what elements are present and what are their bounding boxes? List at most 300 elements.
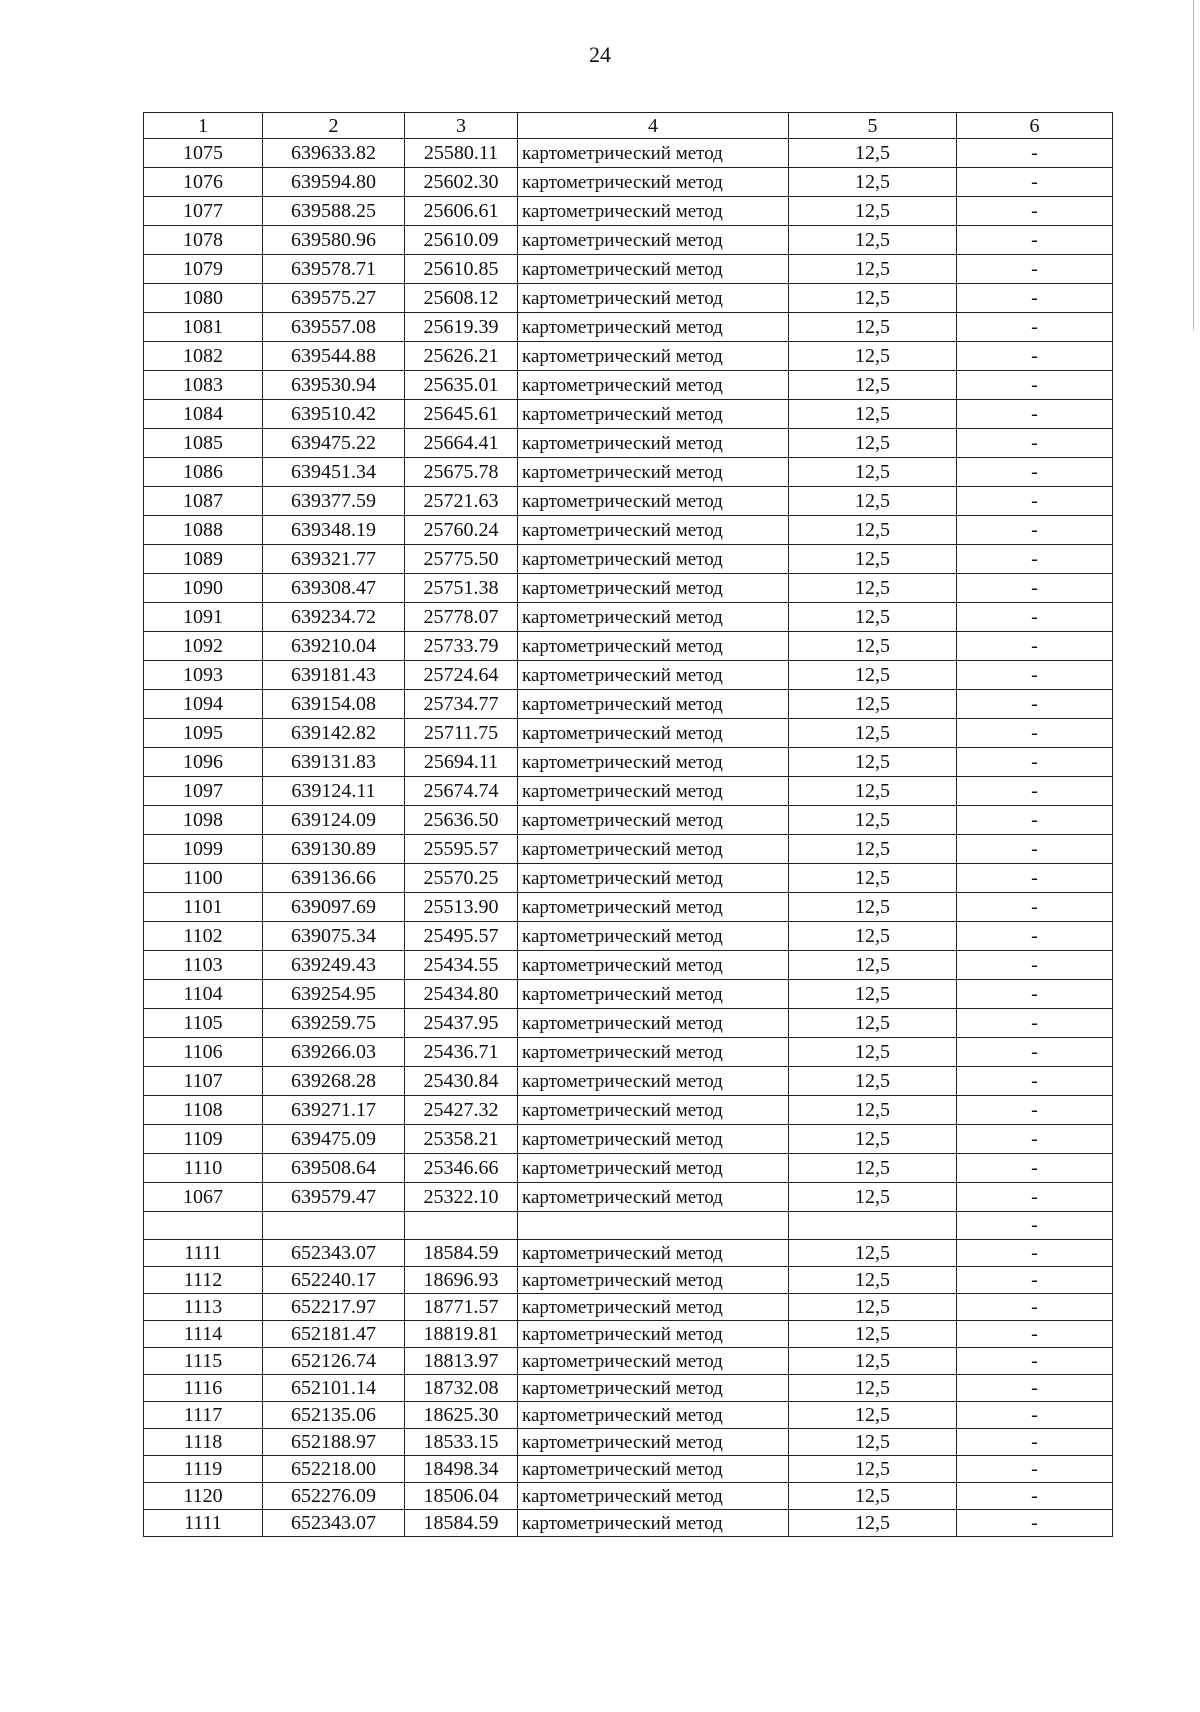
method-cell: картометрический метод xyxy=(518,951,789,980)
table-row xyxy=(144,1510,1113,1537)
accuracy-cell: 12,5 xyxy=(789,1154,957,1183)
y-coordinate-cell: 18498.34 xyxy=(405,1456,518,1483)
header-cell-point-number: 1 xyxy=(144,113,263,139)
y-coordinate-cell: 25437.95 xyxy=(405,1009,518,1038)
method-cell: картометрический метод xyxy=(518,1096,789,1125)
accuracy-cell: 12,5 xyxy=(789,893,957,922)
point-number-cell: 1082 xyxy=(144,342,263,371)
table-row xyxy=(144,139,1113,168)
table-row xyxy=(144,400,1113,429)
x-coordinate-cell: 639142.82 xyxy=(263,719,405,748)
point-number-cell: 1100 xyxy=(144,864,263,893)
coordinates-table xyxy=(143,112,1113,1537)
method-cell: картометрический метод xyxy=(518,168,789,197)
accuracy-cell: 12,5 xyxy=(789,342,957,371)
description-cell: - xyxy=(957,1154,1113,1183)
y-coordinate-cell: 25635.01 xyxy=(405,371,518,400)
description-cell: - xyxy=(957,139,1113,168)
y-coordinate-cell: 18584.59 xyxy=(405,1240,518,1267)
description-cell: - xyxy=(957,1240,1113,1267)
x-coordinate-cell: 639348.19 xyxy=(263,516,405,545)
point-number-cell: 1107 xyxy=(144,1067,263,1096)
y-coordinate-cell: 25608.12 xyxy=(405,284,518,313)
accuracy-cell: 12,5 xyxy=(789,1067,957,1096)
accuracy-cell: 12,5 xyxy=(789,1429,957,1456)
x-coordinate-cell: 639557.08 xyxy=(263,313,405,342)
x-coordinate-cell: 652343.07 xyxy=(263,1240,405,1267)
table-row xyxy=(144,777,1113,806)
accuracy-cell: 12,5 xyxy=(789,429,957,458)
point-number-cell: 1116 xyxy=(144,1375,263,1402)
table-row xyxy=(144,313,1113,342)
method-cell: картометрический метод xyxy=(518,980,789,1009)
header-cell-x: 2 xyxy=(263,113,405,139)
method-cell: картометрический метод xyxy=(518,1375,789,1402)
x-coordinate-cell: 652188.97 xyxy=(263,1429,405,1456)
description-cell: - xyxy=(957,806,1113,835)
table-row xyxy=(144,1009,1113,1038)
x-coordinate-cell: 639131.83 xyxy=(263,748,405,777)
description-cell: - xyxy=(957,400,1113,429)
description-cell: - xyxy=(957,1267,1113,1294)
description-cell: - xyxy=(957,1125,1113,1154)
point-number-cell: 1105 xyxy=(144,1009,263,1038)
x-coordinate-cell: 639588.25 xyxy=(263,197,405,226)
table-row xyxy=(144,603,1113,632)
table-row xyxy=(144,1183,1113,1212)
description-cell: - xyxy=(957,1212,1113,1240)
x-coordinate-cell: 639259.75 xyxy=(263,1009,405,1038)
method-cell: картометрический метод xyxy=(518,1294,789,1321)
table-row xyxy=(144,1348,1113,1375)
table-row xyxy=(144,1402,1113,1429)
accuracy-cell: 12,5 xyxy=(789,371,957,400)
table-row xyxy=(144,980,1113,1009)
table-row xyxy=(144,429,1113,458)
table-row xyxy=(144,516,1113,545)
point-number-cell: 1115 xyxy=(144,1348,263,1375)
description-cell: - xyxy=(957,719,1113,748)
accuracy-cell: 12,5 xyxy=(789,139,957,168)
x-coordinate-cell: 639181.43 xyxy=(263,661,405,690)
accuracy-cell: 12,5 xyxy=(789,574,957,603)
accuracy-cell: 12,5 xyxy=(789,777,957,806)
method-cell: картометрический метод xyxy=(518,284,789,313)
description-cell: - xyxy=(957,284,1113,313)
point-number-cell: 1097 xyxy=(144,777,263,806)
table-row xyxy=(144,748,1113,777)
x-coordinate-cell: 652240.17 xyxy=(263,1267,405,1294)
accuracy-cell: 12,5 xyxy=(789,1125,957,1154)
point-number-cell: 1085 xyxy=(144,429,263,458)
point-number-cell: 1119 xyxy=(144,1456,263,1483)
accuracy-cell: 12,5 xyxy=(789,487,957,516)
y-coordinate-cell xyxy=(405,1212,518,1240)
accuracy-cell: 12,5 xyxy=(789,1456,957,1483)
method-cell: картометрический метод xyxy=(518,226,789,255)
table-row xyxy=(144,458,1113,487)
table-row xyxy=(144,371,1113,400)
point-number-cell: 1081 xyxy=(144,313,263,342)
x-coordinate-cell: 639268.28 xyxy=(263,1067,405,1096)
x-coordinate-cell: 639154.08 xyxy=(263,690,405,719)
point-number-cell: 1112 xyxy=(144,1267,263,1294)
point-number-cell: 1114 xyxy=(144,1321,263,1348)
point-number-cell: 1110 xyxy=(144,1154,263,1183)
point-number-cell: 1092 xyxy=(144,632,263,661)
point-number-cell: 1117 xyxy=(144,1402,263,1429)
description-cell: - xyxy=(957,835,1113,864)
method-cell: картометрический метод xyxy=(518,1009,789,1038)
accuracy-cell: 12,5 xyxy=(789,516,957,545)
method-cell: картометрический метод xyxy=(518,1456,789,1483)
method-cell: картометрический метод xyxy=(518,1510,789,1537)
method-cell: картометрический метод xyxy=(518,400,789,429)
x-coordinate-cell: 639266.03 xyxy=(263,1038,405,1067)
y-coordinate-cell: 25513.90 xyxy=(405,893,518,922)
accuracy-cell: 12,5 xyxy=(789,545,957,574)
table-row xyxy=(144,835,1113,864)
y-coordinate-cell: 25711.75 xyxy=(405,719,518,748)
method-cell: картометрический метод xyxy=(518,690,789,719)
method-cell: картометрический метод xyxy=(518,313,789,342)
y-coordinate-cell: 25610.09 xyxy=(405,226,518,255)
x-coordinate-cell: 652276.09 xyxy=(263,1483,405,1510)
description-cell: - xyxy=(957,1321,1113,1348)
table-row xyxy=(144,1154,1113,1183)
point-number-cell: 1102 xyxy=(144,922,263,951)
description-cell: - xyxy=(957,1402,1113,1429)
table-row xyxy=(144,1294,1113,1321)
point-number-cell: 1089 xyxy=(144,545,263,574)
table-row xyxy=(144,661,1113,690)
point-number-cell: 1104 xyxy=(144,980,263,1009)
method-cell: картометрический метод xyxy=(518,545,789,574)
accuracy-cell: 12,5 xyxy=(789,226,957,255)
accuracy-cell: 12,5 xyxy=(789,1483,957,1510)
x-coordinate-cell: 639579.47 xyxy=(263,1183,405,1212)
description-cell: - xyxy=(957,574,1113,603)
page-number: 24 xyxy=(589,42,611,67)
point-number-cell: 1109 xyxy=(144,1125,263,1154)
description-cell: - xyxy=(957,1009,1113,1038)
scan-edge-line xyxy=(1193,0,1194,330)
table-row xyxy=(144,719,1113,748)
method-cell: картометрический метод xyxy=(518,777,789,806)
table-row xyxy=(144,545,1113,574)
point-number-cell: 1084 xyxy=(144,400,263,429)
y-coordinate-cell: 25760.24 xyxy=(405,516,518,545)
x-coordinate-cell: 639575.27 xyxy=(263,284,405,313)
y-coordinate-cell: 25694.11 xyxy=(405,748,518,777)
point-number-cell: 1067 xyxy=(144,1183,263,1212)
table-row xyxy=(144,1456,1113,1483)
y-coordinate-cell: 25645.61 xyxy=(405,400,518,429)
method-cell: картометрический метод xyxy=(518,1348,789,1375)
y-coordinate-cell: 18506.04 xyxy=(405,1483,518,1510)
y-coordinate-cell: 18533.15 xyxy=(405,1429,518,1456)
accuracy-cell: 12,5 xyxy=(789,661,957,690)
description-cell: - xyxy=(957,864,1113,893)
y-coordinate-cell: 25751.38 xyxy=(405,574,518,603)
description-cell: - xyxy=(957,1429,1113,1456)
y-coordinate-cell: 25674.74 xyxy=(405,777,518,806)
method-cell xyxy=(518,1212,789,1240)
x-coordinate-cell: 639510.42 xyxy=(263,400,405,429)
accuracy-cell: 12,5 xyxy=(789,719,957,748)
point-number-cell: 1120 xyxy=(144,1483,263,1510)
description-cell: - xyxy=(957,632,1113,661)
method-cell: картометрический метод xyxy=(518,1429,789,1456)
table-row xyxy=(144,806,1113,835)
accuracy-cell: 12,5 xyxy=(789,255,957,284)
x-coordinate-cell: 652218.00 xyxy=(263,1456,405,1483)
y-coordinate-cell: 25434.55 xyxy=(405,951,518,980)
description-cell: - xyxy=(957,1096,1113,1125)
method-cell: картометрический метод xyxy=(518,429,789,458)
point-number-cell: 1079 xyxy=(144,255,263,284)
point-number-cell: 1103 xyxy=(144,951,263,980)
method-cell: картометрический метод xyxy=(518,458,789,487)
accuracy-cell: 12,5 xyxy=(789,835,957,864)
x-coordinate-cell xyxy=(263,1212,405,1240)
method-cell: картометрический метод xyxy=(518,719,789,748)
point-number-cell: 1099 xyxy=(144,835,263,864)
x-coordinate-cell: 639377.59 xyxy=(263,487,405,516)
y-coordinate-cell: 25733.79 xyxy=(405,632,518,661)
point-number-cell: 1088 xyxy=(144,516,263,545)
method-cell: картометрический метод xyxy=(518,1038,789,1067)
x-coordinate-cell: 639124.09 xyxy=(263,806,405,835)
accuracy-cell: 12,5 xyxy=(789,748,957,777)
y-coordinate-cell: 18819.81 xyxy=(405,1321,518,1348)
accuracy-cell: 12,5 xyxy=(789,806,957,835)
y-coordinate-cell: 25724.64 xyxy=(405,661,518,690)
y-coordinate-cell: 25619.39 xyxy=(405,313,518,342)
point-number-cell: 1075 xyxy=(144,139,263,168)
method-cell: картометрический метод xyxy=(518,1067,789,1096)
x-coordinate-cell: 652181.47 xyxy=(263,1321,405,1348)
x-coordinate-cell: 652343.07 xyxy=(263,1510,405,1537)
accuracy-cell: 12,5 xyxy=(789,313,957,342)
y-coordinate-cell: 25664.41 xyxy=(405,429,518,458)
description-cell: - xyxy=(957,313,1113,342)
point-number-cell: 1083 xyxy=(144,371,263,400)
table-row xyxy=(144,893,1113,922)
y-coordinate-cell: 25322.10 xyxy=(405,1183,518,1212)
x-coordinate-cell: 639544.88 xyxy=(263,342,405,371)
y-coordinate-cell: 25595.57 xyxy=(405,835,518,864)
y-coordinate-cell: 18625.30 xyxy=(405,1402,518,1429)
method-cell: картометрический метод xyxy=(518,574,789,603)
method-cell: картометрический метод xyxy=(518,806,789,835)
point-number-cell: 1094 xyxy=(144,690,263,719)
point-number-cell: 1098 xyxy=(144,806,263,835)
y-coordinate-cell: 25721.63 xyxy=(405,487,518,516)
point-number-cell: 1106 xyxy=(144,1038,263,1067)
description-cell: - xyxy=(957,603,1113,632)
table-row xyxy=(144,1096,1113,1125)
y-coordinate-cell: 25778.07 xyxy=(405,603,518,632)
method-cell: картометрический метод xyxy=(518,1267,789,1294)
y-coordinate-cell: 25358.21 xyxy=(405,1125,518,1154)
description-cell: - xyxy=(957,661,1113,690)
description-cell: - xyxy=(957,1510,1113,1537)
x-coordinate-cell: 639451.34 xyxy=(263,458,405,487)
method-cell: картометрический метод xyxy=(518,1240,789,1267)
accuracy-cell: 12,5 xyxy=(789,951,957,980)
description-cell: - xyxy=(957,980,1113,1009)
table-row xyxy=(144,168,1113,197)
table-row xyxy=(144,255,1113,284)
table-row xyxy=(144,1267,1113,1294)
accuracy-cell: 12,5 xyxy=(789,632,957,661)
table-row xyxy=(144,574,1113,603)
x-coordinate-cell: 639580.96 xyxy=(263,226,405,255)
x-coordinate-cell: 639254.95 xyxy=(263,980,405,1009)
point-number-cell: 1113 xyxy=(144,1294,263,1321)
accuracy-cell: 12,5 xyxy=(789,1096,957,1125)
table-row xyxy=(144,690,1113,719)
y-coordinate-cell: 18696.93 xyxy=(405,1267,518,1294)
method-cell: картометрический метод xyxy=(518,603,789,632)
point-number-cell: 1111 xyxy=(144,1240,263,1267)
method-cell: картометрический метод xyxy=(518,1125,789,1154)
description-cell: - xyxy=(957,458,1113,487)
y-coordinate-cell: 25734.77 xyxy=(405,690,518,719)
point-number-cell: 1090 xyxy=(144,574,263,603)
point-number-cell: 1111 xyxy=(144,1510,263,1537)
method-cell: картометрический метод xyxy=(518,1402,789,1429)
description-cell: - xyxy=(957,429,1113,458)
description-cell: - xyxy=(957,1294,1113,1321)
table-row xyxy=(144,487,1113,516)
y-coordinate-cell: 18732.08 xyxy=(405,1375,518,1402)
description-cell: - xyxy=(957,1348,1113,1375)
point-number-cell: 1077 xyxy=(144,197,263,226)
table-row xyxy=(144,342,1113,371)
table-body xyxy=(144,139,1113,1537)
x-coordinate-cell: 652217.97 xyxy=(263,1294,405,1321)
accuracy-cell: 12,5 xyxy=(789,690,957,719)
y-coordinate-cell: 18813.97 xyxy=(405,1348,518,1375)
description-cell: - xyxy=(957,371,1113,400)
y-coordinate-cell: 25636.50 xyxy=(405,806,518,835)
description-cell: - xyxy=(957,545,1113,574)
point-number-cell: 1095 xyxy=(144,719,263,748)
method-cell: картометрический метод xyxy=(518,342,789,371)
accuracy-cell: 12,5 xyxy=(789,168,957,197)
accuracy-cell: 12,5 xyxy=(789,284,957,313)
method-cell: картометрический метод xyxy=(518,1483,789,1510)
method-cell: картометрический метод xyxy=(518,197,789,226)
method-cell: картометрический метод xyxy=(518,255,789,284)
point-number-cell: 1093 xyxy=(144,661,263,690)
point-number-cell xyxy=(144,1212,263,1240)
point-number-cell: 1091 xyxy=(144,603,263,632)
method-cell: картометрический метод xyxy=(518,1154,789,1183)
x-coordinate-cell: 639633.82 xyxy=(263,139,405,168)
point-number-cell: 1087 xyxy=(144,487,263,516)
description-cell: - xyxy=(957,1183,1113,1212)
table-row xyxy=(144,1483,1113,1510)
table-row xyxy=(144,632,1113,661)
accuracy-cell: 12,5 xyxy=(789,197,957,226)
x-coordinate-cell: 639530.94 xyxy=(263,371,405,400)
description-cell: - xyxy=(957,516,1113,545)
x-coordinate-cell: 639130.89 xyxy=(263,835,405,864)
accuracy-cell: 12,5 xyxy=(789,1240,957,1267)
x-coordinate-cell: 652135.06 xyxy=(263,1402,405,1429)
method-cell: картометрический метод xyxy=(518,661,789,690)
header-row xyxy=(144,113,1113,139)
x-coordinate-cell: 639075.34 xyxy=(263,922,405,951)
description-cell: - xyxy=(957,197,1113,226)
accuracy-cell: 12,5 xyxy=(789,864,957,893)
accuracy-cell: 12,5 xyxy=(789,1321,957,1348)
point-number-cell: 1101 xyxy=(144,893,263,922)
accuracy-cell: 12,5 xyxy=(789,400,957,429)
method-cell: картометрический метод xyxy=(518,1183,789,1212)
accuracy-cell: 12,5 xyxy=(789,1375,957,1402)
point-number-cell: 1080 xyxy=(144,284,263,313)
x-coordinate-cell: 639210.04 xyxy=(263,632,405,661)
y-coordinate-cell: 25610.85 xyxy=(405,255,518,284)
x-coordinate-cell: 639308.47 xyxy=(263,574,405,603)
table-row xyxy=(144,284,1113,313)
table-row xyxy=(144,197,1113,226)
header-cell-y: 3 xyxy=(405,113,518,139)
x-coordinate-cell: 639475.22 xyxy=(263,429,405,458)
x-coordinate-cell: 639578.71 xyxy=(263,255,405,284)
table-row xyxy=(144,1321,1113,1348)
description-cell: - xyxy=(957,922,1113,951)
accuracy-cell: 12,5 xyxy=(789,1267,957,1294)
y-coordinate-cell: 25436.71 xyxy=(405,1038,518,1067)
accuracy-cell: 12,5 xyxy=(789,603,957,632)
x-coordinate-cell: 639097.69 xyxy=(263,893,405,922)
table-row xyxy=(144,1429,1113,1456)
accuracy-cell: 12,5 xyxy=(789,458,957,487)
table-row xyxy=(144,1067,1113,1096)
description-cell: - xyxy=(957,255,1113,284)
table-row xyxy=(144,951,1113,980)
accuracy-cell: 12,5 xyxy=(789,1510,957,1537)
accuracy-cell: 12,5 xyxy=(789,1402,957,1429)
y-coordinate-cell: 25434.80 xyxy=(405,980,518,1009)
y-coordinate-cell: 25775.50 xyxy=(405,545,518,574)
description-cell: - xyxy=(957,168,1113,197)
description-cell: - xyxy=(957,487,1113,516)
accuracy-cell: 12,5 xyxy=(789,1183,957,1212)
y-coordinate-cell: 18584.59 xyxy=(405,1510,518,1537)
method-cell: картометрический метод xyxy=(518,835,789,864)
point-number-cell: 1078 xyxy=(144,226,263,255)
point-number-cell: 1118 xyxy=(144,1429,263,1456)
table-row xyxy=(144,1375,1113,1402)
description-cell: - xyxy=(957,777,1113,806)
x-coordinate-cell: 639475.09 xyxy=(263,1125,405,1154)
table-row xyxy=(144,1212,1113,1240)
table-row xyxy=(144,1240,1113,1267)
description-cell: - xyxy=(957,1067,1113,1096)
table-row xyxy=(144,226,1113,255)
point-number-cell: 1096 xyxy=(144,748,263,777)
y-coordinate-cell: 25570.25 xyxy=(405,864,518,893)
description-cell: - xyxy=(957,951,1113,980)
accuracy-cell: 12,5 xyxy=(789,1294,957,1321)
method-cell: картометрический метод xyxy=(518,864,789,893)
